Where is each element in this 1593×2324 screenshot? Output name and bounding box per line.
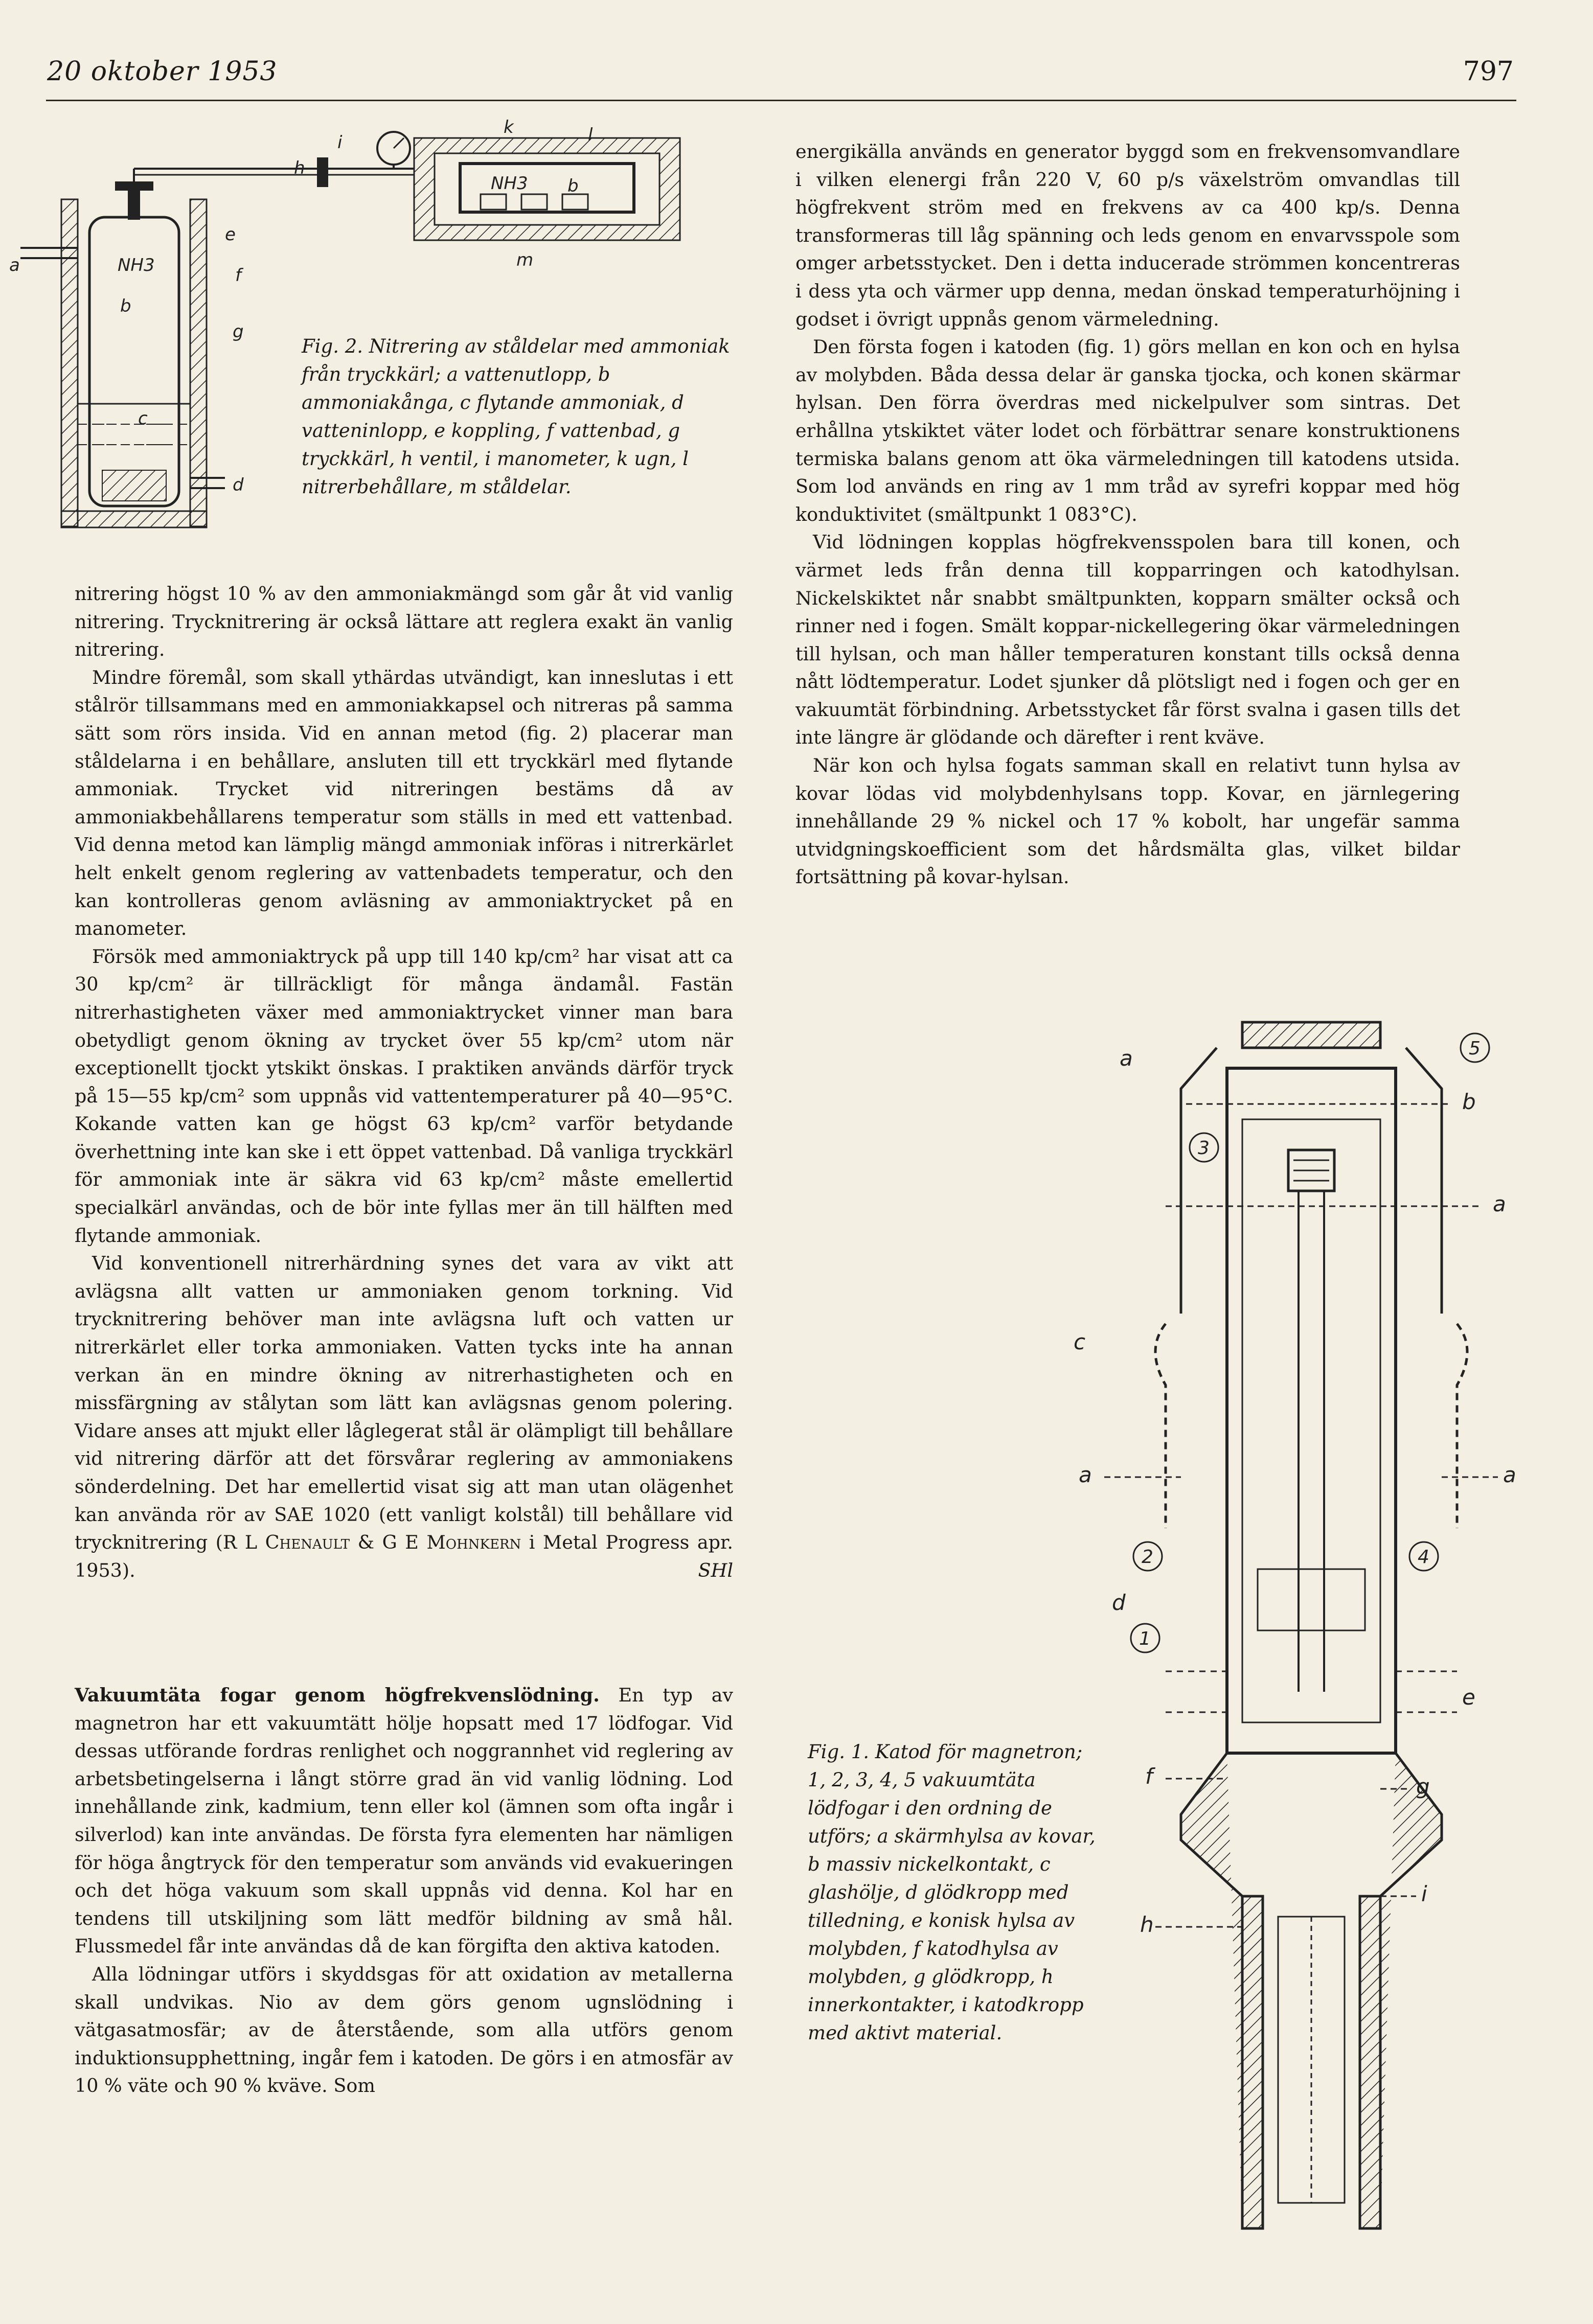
fig1-label-a: a — [1120, 1046, 1133, 1071]
fig2-label-l: l — [588, 125, 593, 145]
right-column-text — [795, 138, 1460, 891]
fig1-joint-2: 2 — [1142, 1547, 1153, 1568]
fig2-label-a: a — [9, 255, 20, 275]
page-number: 797 — [1463, 56, 1514, 87]
fig2-label-i: i — [337, 132, 343, 153]
fig1-label-b: b — [1462, 1089, 1476, 1114]
header-rule — [46, 100, 1516, 101]
fig1-label-a-lower: a — [1079, 1462, 1092, 1487]
article-heading: Vakuumtäta fogar genom högfrekvenslödning. — [75, 1684, 600, 1706]
fig1-joint-5: 5 — [1469, 1038, 1481, 1059]
fig1-joint-1: 1 — [1139, 1628, 1151, 1649]
signature: SHl — [698, 1559, 733, 1581]
fig1-label-i: i — [1421, 1881, 1427, 1906]
paragraph: energikälla används en generator byggd som en frekvensomvandlare i vilken elenergi från 220 V, 60 p/s växelström omvandlas till högfrekvent ström med en frekvens av ca 400 kp/s. Denna transformeras till låg spänning och leds genom en envarvsspole som omger arbetsstycket. Den i detta inducerade strömmen koncentreras i dess yta och värmer upp denna, medan önskad temperaturhöjning i godset i övrigt uppnås genom värmeledning. — [795, 141, 1460, 330]
paragraph — [75, 1682, 733, 1961]
left-column-text — [75, 580, 733, 1584]
fig1-label-a-right: a — [1493, 1191, 1506, 1216]
fig1-label-a-lower-right: a — [1503, 1462, 1516, 1487]
reference-text: i Metal Progress apr. 1953). — [75, 1531, 733, 1581]
left-column-article — [75, 1682, 733, 2100]
fig2-label-nh3: NH3 — [118, 255, 155, 275]
paragraph: Försök med ammoniaktryck på upp till 140 kp/cm² har visat att ca 30 kp/cm² är tillräckligt för många ändamål. Fastän nitrerhastigheten växer med ammoniaktrycket vinner man bara obetydligt genom ökning av trycket över 55 kp/cm² utom när exceptionellt tjockt ytskikt önskas. I praktiken används därför tryck på 15—55 kp/cm² som uppnås vid vattentemperaturer på 40—95°C. Kokande vatten kan ge högst 63 kp/cm² varför betydande överhettning inte kan ske i ett öppet vattenbad. Då vanliga tryckkärl för ammoniak inte är säkra vid 63 kp/cm² måste emellertid specialkärl användas, och de bör inte fyllas mer än till hälften med flytande ammoniak. — [75, 945, 733, 1247]
paragraph: Vid lödningen kopplas högfrekvensspolen bara till konen, och värmet leds från denna till kopparringen och katodhylsan. Nickelskiktet når snabbt smältpunkten, kopparn smälter också och rinner ned i fogen. Smält koppar-nickellegering ökar värmeledningen till hylsan, och man håller temperaturen konstant tills också denna nått lödtemperatur. Lodet sjunker då plötsligt ned i fogen och ger en vakuumtät förbindning. Arbetsstycket får först svalna i gasen tills det inte längre är glödande och därefter i rent kväve. — [795, 531, 1460, 749]
paragraph — [75, 1250, 733, 1584]
fig1-label-h: h — [1140, 1912, 1154, 1937]
fig1-label-d: d — [1112, 1590, 1126, 1615]
figure-2-caption: Fig. 2. Nitrering av ståldelar med ammoniak från tryckkärl; a vattenutlopp, b ammoniakånga, c flytande ammoniak, d vatteninlopp, e koppling, f vattenbad, g tryckkärl, h ventil, i manometer, k ugn, l nitrerbehållare, m ståldelar. — [302, 335, 730, 498]
reference-text: & G E — [350, 1531, 427, 1554]
fig2-label-nh3-vessel: NH3 — [491, 173, 528, 194]
figure-1-drawing — [1063, 1017, 1523, 2234]
fig2-label-f: f — [235, 265, 241, 286]
fig2-label-m: m — [516, 250, 534, 270]
paragraph: nitrering högst 10 % av den ammoniakmängd som går åt vid vanlig nitrering. Trycknitrering är också lättare att reglera exakt än vanlig nitrering. — [75, 583, 733, 661]
fig1-joint-4: 4 — [1418, 1547, 1429, 1568]
pressure-vessel — [89, 181, 179, 506]
paragraph: Mindre föremål, som skall ythärdas utvändigt, kan inneslutas i ett stålrör tillsammans med en ammoniakkapsel och nitreras på samma sätt som rörs insida. Vid en annan metod (fig. 2) placerar man ståldelarna i en behållare, ansluten till ett tryckkärl med flytande ammoniak. Trycket vid nitreringen bestäms då av ammoniakbehållarens temperatur som ställs in med ett vattenbad. Vid denna metod kan lämplig mängd ammoniak införas i nitrerkärlet helt enkelt genom reglering av vattenbadets temperatur, och den kan kontrolleras genom avläsning av ammoniaktrycket på en manometer. — [75, 666, 733, 940]
paragraph: När kon och hylsa fogats samman skall en relativt tunn hylsa av kovar lödas vid molybdenhylsans topp. Kovar, en järnlegering innehållande 29 % nickel och 17 % kobolt, har ungefär samma utvidgningskoefficient som det hårdsmälta glas, vilket bildar fortsättning på kovar-hylsan. — [795, 754, 1460, 888]
paragraph: Alla lödningar utförs i skyddsgas för att oxidation av metallerna skall undvikas. Nio av dem görs genom ugnslödning i vätgasatmosfär; av de återstående, som alla utförs genom induktionsupphettning, ingår fem i katoden. De görs i en atmosfär av 10 % väte och 90 % kväve. Som — [75, 1963, 733, 2097]
fig2-label-d: d — [233, 475, 244, 495]
paragraph-text: Vid konventionell nitrerhärdning synes det vara av vikt att avlägsna allt vatten ur ammoniaken genom torkning. Vid trycknitrering behöver man inte avlägsna luft och vatten ur nitrerkärlet eller torka ammoniaken. Vatten tycks inte ha annan verkan än en mindre ökning av nitrerhastigheten och en missfärgning av stålytan som lätt kan avlägsnas genom polering. Vidare anses att mjukt eller låglegerat stål är olämpligt till behållare vid nitrering därför att det försvårar reglering av ammoniakens sönderdelning. Det har emellertid visat sig att man utan olägenhet kan använda rör av SAE 1020 (ett vanligt kolstål) till behållare vid trycknitrering (R L — [75, 1252, 733, 1554]
fig2-label-c: c — [138, 408, 148, 429]
furnace — [414, 138, 680, 240]
figure-1-caption: Fig. 1. Katod för magnetron; 1, 2, 3, 4, 5 vakuumtäta lödfogar i den ordning de utförs; a skärmhylsa av kovar, b massiv nickelkontakt, c glashölje, d glödkropp med tilledning, e konisk hylsa av molybden, f katodhylsa av molybden, g glödkropp, h innerkontakter, i katodkropp med aktivt material. — [808, 1741, 1096, 2044]
fig1-joint-3: 3 — [1198, 1138, 1210, 1159]
fig2-label-b: b — [120, 296, 131, 316]
fig1-label-c: c — [1074, 1329, 1086, 1354]
paragraph-text: En typ av magnetron har ett vakuumtätt hölje hopsatt med 17 lödfogar. Vid dessas utförande fordras renlighet och noggrannhet vid reglering av arbetsbetingelserna i långt större grad än vid vanlig lödning. Lod innehållande zink, kadmium, tenn eller kol (ämnen som ofta ingår i silverlod) kan inte användas. De första fyra elementen har nämligen för höga ångtryck för den temperatur som används vid evakueringen och det höga vakuum som skall uppnås vid denna. Kol har en tendens till utskiljning som lätt medför bildning av små hål. Flussmedel får inte användas då de kan förgifta den aktiva katoden. — [75, 1684, 733, 1958]
fig1-label-f: f — [1145, 1764, 1153, 1789]
fig2-label-e: e — [225, 224, 236, 245]
fig2-label-g: g — [233, 321, 244, 342]
feed-line — [134, 132, 414, 187]
fig2-label-h: h — [294, 158, 305, 178]
page-date: 20 oktober 1953 — [47, 56, 278, 87]
reference-author: Mohnkern — [426, 1531, 521, 1554]
fig1-label-g: g — [1416, 1774, 1430, 1799]
fig2-label-b-vessel: b — [567, 176, 579, 196]
fig2-label-k: k — [504, 118, 514, 137]
fig1-label-e: e — [1462, 1685, 1475, 1710]
paragraph: Den första fogen i katoden (fig. 1) görs mellan en kon och en hylsa av molybden. Båda dessa delar är ganska tjocka, och konen skärmar hylsan. Den förra överdras med nickelpulver som sintras. Det erhållna ytskiktet väter lodet och förbättrar senare konstruktionens termiska balans genom att öka värmeledningen till katodens utsida. Som lod används en ring av 1 mm tråd av syrefri koppar med hög konduktivitet (smältpunkt 1 083°C). — [795, 336, 1460, 525]
reference-author: Chenault — [265, 1531, 350, 1554]
